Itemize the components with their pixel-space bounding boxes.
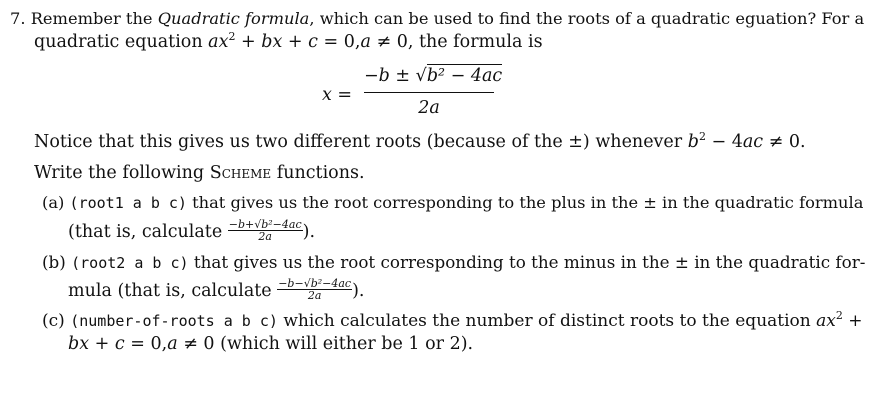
math-a: a xyxy=(167,334,178,354)
part-a-line-2 xyxy=(68,219,315,243)
formula-lhs: x = xyxy=(322,85,353,105)
math-exponent: 2 xyxy=(698,130,706,143)
math-bx: bx xyxy=(68,334,90,354)
intro-text: quadratic equation xyxy=(34,32,209,52)
math-ax: ax xyxy=(816,311,836,331)
part-b-text: mula (that is, calculate xyxy=(68,281,278,301)
part-c-code: (number-of-roots a b c) xyxy=(70,312,278,330)
part-b-label: (b) xyxy=(42,252,66,272)
math-bx: bx xyxy=(261,32,283,52)
math-op: + xyxy=(282,32,309,52)
math-eq: = 0, xyxy=(124,334,168,354)
notice-text: ≠ 0. xyxy=(763,132,806,152)
math-exponent: 2 xyxy=(228,30,236,43)
instruction-text: Write the following xyxy=(34,163,210,183)
part-b-code: (root2 a b c) xyxy=(71,254,189,272)
part-c-text: ≠ 0 (which will either be 1 or 2). xyxy=(177,334,474,354)
part-a-text: (that is, calculate xyxy=(68,222,228,242)
fraction-numerator: −b+√b²−4ac xyxy=(228,218,302,231)
math-a: a xyxy=(360,32,371,52)
math-op: − 4 xyxy=(705,132,743,152)
formula-denominator: 2a xyxy=(418,98,440,118)
math-op: + xyxy=(89,334,115,354)
part-b-line-2 xyxy=(68,278,364,302)
formula-numerator xyxy=(364,66,503,86)
fraction-numerator: −b−√b²−4ac xyxy=(278,277,352,290)
instruction-text: functions. xyxy=(271,163,365,183)
part-a-label: (a) xyxy=(42,193,65,212)
math-eq: = 0, xyxy=(317,32,361,52)
part-a-fraction xyxy=(228,219,303,242)
math-exponent: 2 xyxy=(835,309,843,322)
math-ax: ax xyxy=(208,32,229,52)
math-op: + xyxy=(842,311,863,331)
math-op: + xyxy=(235,32,262,52)
fraction-bar xyxy=(364,92,494,93)
part-a-text: that gives us the root corresponding to the plus in the ± in the quadratic formula xyxy=(186,193,864,212)
part-b-text: that gives us the root corresponding to the minus in the ± in the quadratic for- xyxy=(188,252,866,272)
part-b-close: ). xyxy=(352,281,365,301)
part-a-line-1 xyxy=(42,192,863,214)
part-b-line-1 xyxy=(42,251,865,274)
formula-numerator-part: −b ± √ xyxy=(364,66,427,86)
part-c-line-2 xyxy=(68,333,473,355)
formula-radicand: b² − 4ac xyxy=(426,66,503,86)
fraction-denominator: 2a xyxy=(307,289,322,302)
math-c: c xyxy=(114,334,125,354)
intro-text: , which can be used to find the roots of a quadratic eguation? For a xyxy=(309,9,865,28)
part-c-line-1 xyxy=(42,310,863,332)
intro-text: Remember the xyxy=(30,9,158,28)
notice-line xyxy=(34,131,806,153)
math-ac: ac xyxy=(742,132,764,152)
part-b-fraction xyxy=(277,278,352,301)
part-c-text: which calculates the number of distinct roots to the equation xyxy=(277,311,817,331)
problem-intro-line-1 xyxy=(10,8,864,30)
instruction-line xyxy=(34,162,365,184)
math-c: c xyxy=(308,32,318,52)
part-a-code: (root1 a b c) xyxy=(69,194,187,212)
part-c-label: (c) xyxy=(42,311,65,331)
problem-number: 7. xyxy=(10,9,26,28)
intro-text: ≠ 0, the formula is xyxy=(370,32,543,52)
problem-intro-line-2 xyxy=(34,31,543,53)
quadratic-formula-term: Quadratic formula xyxy=(157,9,310,28)
scheme-term: Scheme xyxy=(209,163,272,183)
part-a-close: ). xyxy=(302,222,316,242)
fraction-denominator: 2a xyxy=(258,230,272,243)
notice-text: Notice that this gives us two different roots (because of the ±) whenever xyxy=(34,132,688,152)
math-b: b xyxy=(687,132,699,152)
